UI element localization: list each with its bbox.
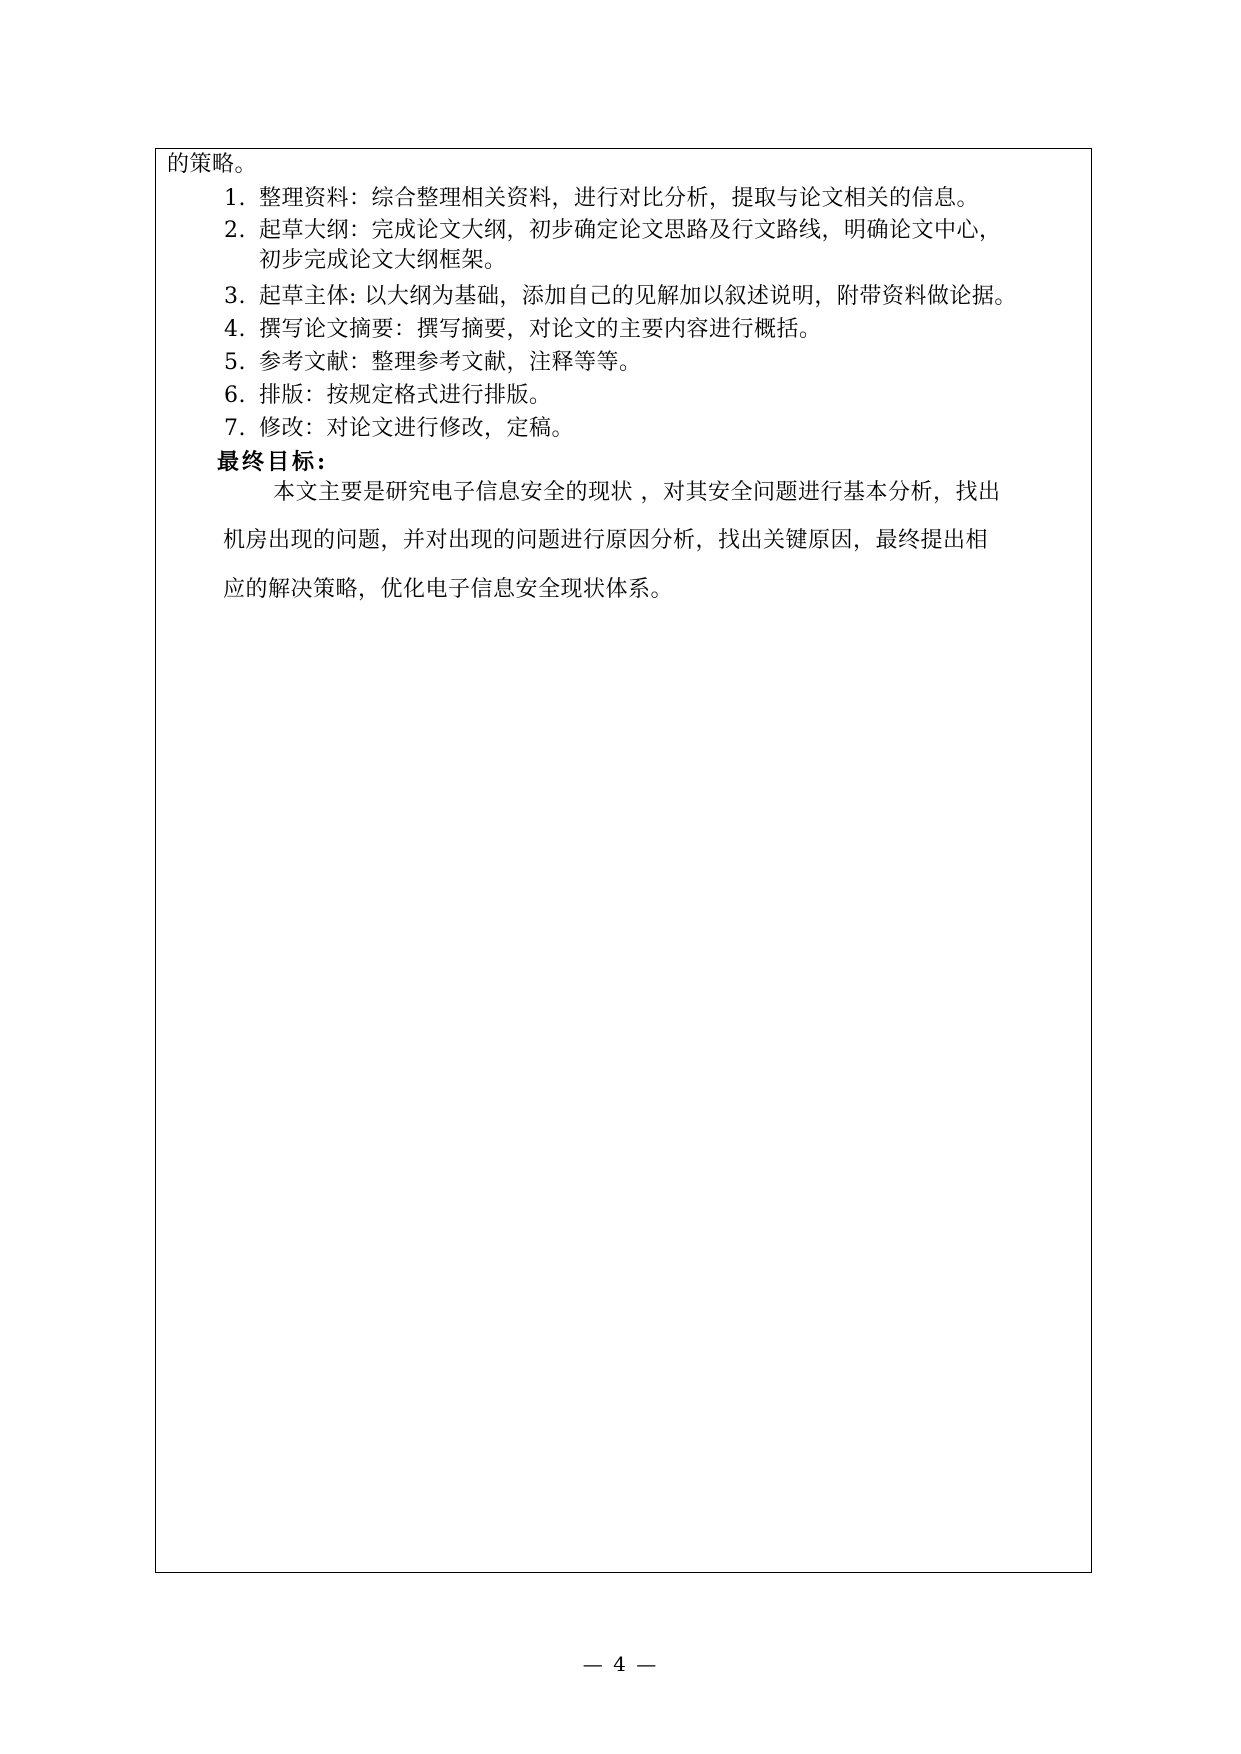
step-item-1: [224, 184, 979, 214]
step-number: 5.: [224, 350, 246, 375]
step-item-2-continuation: 初步完成论文大纲框架。: [259, 248, 507, 273]
page-number: — 4 —: [582, 1652, 659, 1676]
goal-paragraph-line-1: 本文主要是研究电子信息安全的现状 ，对其安全问题进行基本分析，找出: [273, 480, 1001, 505]
step-item-3: [224, 282, 1017, 312]
continuation-text: 的策略。: [167, 152, 258, 177]
step-item-6: [224, 381, 552, 411]
step-item-5: [224, 348, 642, 378]
step-text: 整理资料：综合整理相关资料，进行对比分析，提取与论文相关的信息。: [259, 186, 980, 211]
step-text: 起草主体: 以大纲为基础，添加自己的见解加以叙述说明，附带资料做论据。: [259, 284, 1017, 309]
step-item-2: [224, 216, 1002, 246]
step-number: 3.: [224, 284, 246, 309]
step-number: 2.: [224, 218, 246, 243]
step-item-7: [224, 414, 574, 444]
step-text: 撰写论文摘要：撰写摘要，对论文的主要内容进行概括。: [259, 317, 822, 342]
step-text: 起草大纲：完成论文大纲，初步确定论文思路及行文路线，明确论文中心，: [259, 218, 1002, 243]
goal-paragraph-line-2: 机房出现的问题，并对出现的问题进行原因分析，找出关键原因，最终提出相: [223, 528, 989, 553]
step-text: 修改：对论文进行修改，定稿。: [259, 416, 575, 441]
step-number: 7.: [224, 416, 246, 441]
step-number: 4.: [224, 317, 246, 342]
step-number: 1.: [224, 186, 246, 211]
step-item-4: [224, 315, 822, 345]
goal-paragraph-line-3: 应的解决策略，优化电子信息安全现状体系。: [223, 577, 674, 602]
step-text: 参考文献：整理参考文献，注释等等。: [259, 350, 642, 375]
step-number: 6.: [224, 383, 246, 408]
step-text: 排版：按规定格式进行排版。: [259, 383, 552, 408]
goal-heading: 最终目标:: [217, 449, 329, 475]
